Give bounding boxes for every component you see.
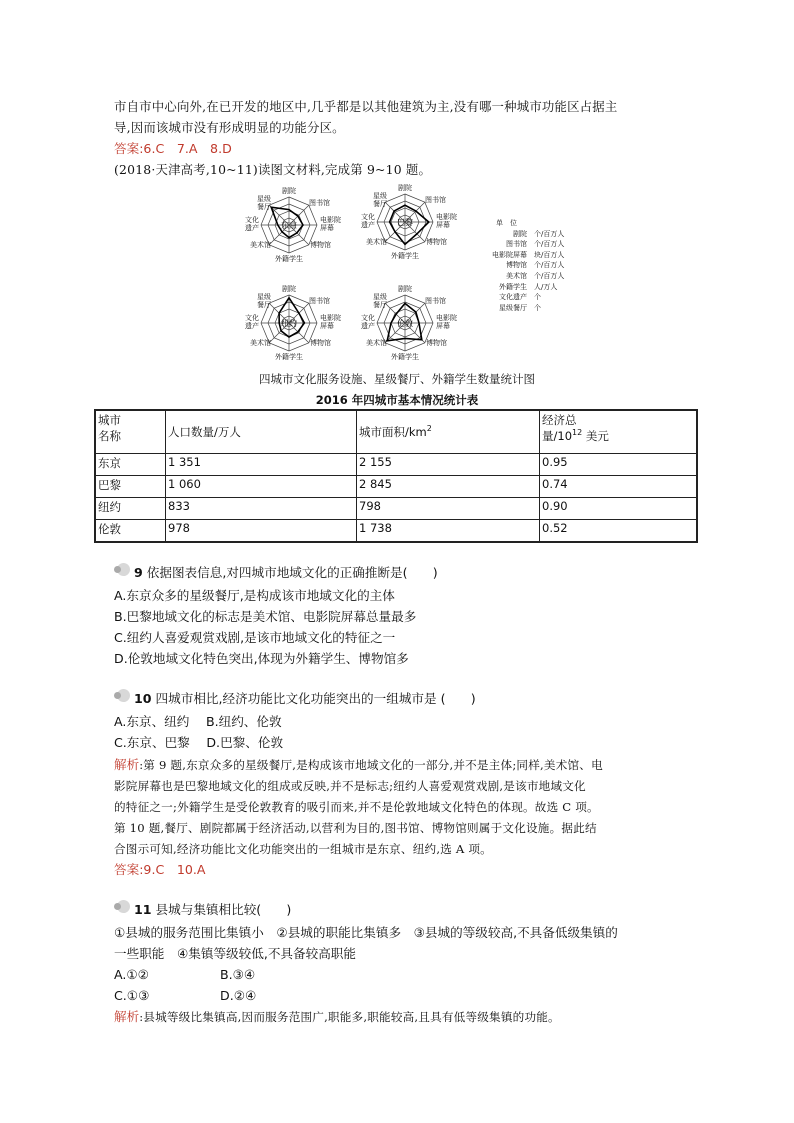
unit-row	[458, 260, 564, 271]
q9-option-b[interactable]: B.巴黎地域文化的标志是美术馆、电影院屏幕总量最多	[114, 609, 417, 624]
radar-axis-label: 屏幕	[320, 224, 334, 232]
units-legend	[458, 218, 564, 313]
answer-9-10: 答案:9.C 10.A	[114, 862, 206, 877]
radar-axis-label: 遗产	[245, 224, 259, 232]
radar-axis-label: 星级	[257, 195, 271, 203]
radar-axis-label: 星级	[373, 192, 387, 200]
cell-econ: 0.52	[540, 520, 698, 543]
unit-row	[458, 282, 564, 293]
radar-axis-label: 美术馆	[366, 339, 387, 347]
radar-axis-label: 图书馆	[425, 297, 446, 305]
radar-axis-label: 博物馆	[310, 339, 331, 347]
radar-axis-label: 屏幕	[436, 221, 450, 229]
cell-econ: 0.95	[540, 454, 698, 476]
radar-axis-label: 文化	[245, 216, 259, 224]
radar-axis-label: 遗产	[361, 322, 375, 330]
radar-axis-label: 博物馆	[310, 241, 331, 249]
cell-pop: 1 351	[166, 454, 357, 476]
radar-axis-label: 外籍学生	[391, 252, 419, 260]
radar-axis-label: 星级	[373, 293, 387, 301]
unit-row	[458, 303, 564, 314]
radar-axis-label: 星级	[257, 293, 271, 301]
radar-city-label: 伦敦	[397, 319, 413, 328]
q11-statements-1: ①县城的服务范围比集镇小 ②县城的职能比集镇多 ③县城的等级较高,不具备低级集镇的	[114, 925, 618, 940]
radar-axis-label: 餐厅	[373, 301, 387, 309]
unit-value: 个/百万人	[534, 229, 565, 238]
stats-table	[94, 409, 698, 543]
radar-city-label: 纽约	[281, 319, 297, 328]
cell-area: 2 845	[357, 476, 540, 498]
q9-option-c[interactable]: C.纽约人喜爱观赏戏剧,是该市地域文化的特征之一	[114, 630, 396, 645]
radar-axis-label: 博物馆	[426, 238, 447, 246]
radar-axis-label: 剧院	[398, 184, 412, 192]
radar-axis-label: 外籍学生	[391, 353, 419, 361]
radar-axis-label: 图书馆	[309, 199, 330, 207]
q9-option-a[interactable]: A.东京众多的星级餐厅,是构成该市地域文化的主体	[114, 588, 395, 603]
analysis-9-10-line-4: 第 10 题,餐厅、剧院都属于经济活动,以营利为目的,图书馆、博物馆则属于文化设施。据此结	[114, 821, 597, 835]
radar-axis-label: 剧院	[398, 285, 412, 293]
unit-value: 个	[534, 303, 541, 312]
radar-axis-label: 博物馆	[426, 339, 447, 347]
q11-statements-2: 一些职能 ④集镇等级较低,不具备较高职能	[114, 946, 356, 961]
unit-row	[458, 229, 564, 240]
table-row	[95, 454, 697, 476]
intro-line-1: 市自市中心向外,在已开发的地区中,几乎都是以其他建筑为主,没有哪一种城市功能区占据主	[114, 99, 618, 114]
radar-axis-label: 美术馆	[250, 241, 271, 249]
radar-axis-label: 剧院	[282, 285, 296, 293]
radar-axis-label: 电影院	[320, 216, 341, 224]
answer-6-8: 答案:6.C 7.A 8.D	[114, 141, 232, 156]
unit-name: 剧院	[513, 229, 527, 238]
radar-axis-label: 美术馆	[250, 339, 271, 347]
q10-options-ab[interactable]: A.东京、纽约 B.纽约、伦敦	[114, 714, 282, 729]
table-header-row	[95, 410, 697, 454]
question-icon	[117, 563, 130, 576]
radar-axis-label: 图书馆	[425, 196, 446, 204]
unit-value: 个/百万人	[534, 261, 565, 270]
question-icon	[117, 689, 130, 702]
radar-axis-label: 图书馆	[309, 297, 330, 305]
unit-name: 博物馆	[506, 261, 527, 270]
cell-area: 1 738	[357, 520, 540, 543]
radar-axis-label: 电影院	[320, 314, 341, 322]
cell-pop: 978	[166, 520, 357, 543]
cell-econ: 0.74	[540, 476, 698, 498]
question-10-title: 10 四城市相比,经济功能比文化功能突出的一组城市是 ( )	[134, 691, 476, 706]
radar-axis-label: 遗产	[361, 221, 375, 229]
radar-axis-label: 电影院	[436, 314, 457, 322]
cell-city: 东京	[95, 454, 166, 476]
analysis-9-10-line-5: 合图示可知,经济功能比文化功能突出的一组城市是东京、纽约,选 A 项。	[114, 842, 492, 856]
radar-axis-label: 文化	[361, 314, 375, 322]
q11-option-c[interactable]: C.①③	[114, 988, 150, 1003]
unit-row	[458, 250, 564, 261]
table-title: 2016 年四城市基本情况统计表	[315, 393, 479, 407]
radar-city-label: 东京	[281, 221, 297, 230]
cell-city: 巴黎	[95, 476, 166, 498]
table-row	[95, 520, 697, 543]
radar-axis-label: 外籍学生	[275, 353, 303, 361]
radar-axis-label: 美术馆	[366, 238, 387, 246]
q10-options-cd[interactable]: C.东京、巴黎 D.巴黎、伦敦	[114, 735, 284, 750]
unit-value: 个/百万人	[534, 240, 565, 249]
cell-area: 2 155	[357, 454, 540, 476]
intro-line-2: 导,因而该城市没有形成明显的功能分区。	[114, 120, 345, 135]
radar-axis-label: 餐厅	[257, 301, 271, 309]
q9-option-d[interactable]: D.伦敦地域文化特色突出,体现为外籍学生、博物馆多	[114, 651, 409, 666]
cell-city: 伦敦	[95, 520, 166, 543]
cell-pop: 833	[166, 498, 357, 520]
header-area: 城市面积$/km^2$	[357, 410, 540, 454]
analysis-9-10-line-2: 影院屏幕也是巴黎地域文化的组成或反映,并不是标志;纽约人喜爱观赏戏剧,是该市地域文化	[114, 779, 586, 793]
unit-row	[458, 292, 564, 303]
radar-axis-label: 外籍学生	[275, 255, 303, 263]
cell-area: 798	[357, 498, 540, 520]
unit-value: 人/万人	[534, 282, 558, 291]
unit-name: 外籍学生	[499, 282, 527, 291]
unit-value: 个/百万人	[534, 271, 565, 280]
unit-name: 电影院屏幕	[492, 250, 527, 259]
q11-option-b[interactable]: B.③④	[220, 967, 256, 982]
radar-city-label: 巴黎	[397, 218, 413, 227]
radar-axis-label: 文化	[245, 314, 259, 322]
unit-name: 文化遗产	[499, 293, 527, 302]
analysis-9-10-line-1: 解析:第 9 题,东京众多的星级餐厅,是构成该市地域文化的一部分,并不是主体;同样,美术馆、电	[114, 757, 603, 772]
header-economy: 经济总 量$/10^{12}$ 美元	[540, 410, 698, 454]
cell-econ: 0.90	[540, 498, 698, 520]
radar-axis-label: 屏幕	[320, 322, 334, 330]
cell-pop: 1 060	[166, 476, 357, 498]
unit-row	[458, 271, 564, 282]
radar-axis-label: 屏幕	[436, 322, 450, 330]
unit-value: 块/百万人	[534, 250, 565, 259]
unit-row	[458, 239, 564, 250]
unit-name: 星级餐厅	[499, 303, 527, 312]
question-9-title: 9 依据图表信息,对四城市地域文化的正确推断是( )	[134, 565, 438, 580]
table-row	[95, 498, 697, 520]
analysis-11: 解析:县城等级比集镇高,因而服务范围广,职能多,职能较高,且具有低等级集镇的功能。	[114, 1009, 560, 1024]
cell-city: 纽约	[95, 498, 166, 520]
source-note: (2018·天津高考,10~11)读图文材料,完成第 9~10 题。	[114, 162, 432, 177]
units-title: 单 位	[496, 219, 517, 227]
analysis-9-10-line-3: 的特征之一;外籍学生是受伦敦教育的吸引而来,并不是伦敦地域文化特色的体现。故选 C 项。	[114, 800, 599, 814]
question-icon	[117, 900, 130, 913]
q11-option-a[interactable]: A.①②	[114, 967, 149, 982]
unit-name: 图书馆	[506, 240, 527, 249]
header-city: 城市 名称	[95, 410, 166, 454]
header-population: 人口数量/万人	[166, 410, 357, 454]
table-row	[95, 476, 697, 498]
radar-axis-label: 剧院	[282, 187, 296, 195]
unit-name: 美术馆	[506, 271, 527, 280]
radar-axis-label: 电影院	[436, 213, 457, 221]
radar-axis-label: 文化	[361, 213, 375, 221]
radar-axis-label: 餐厅	[373, 200, 387, 208]
radar-chart	[0, 0, 794, 400]
radar-axis-label: 餐厅	[257, 203, 271, 211]
figure-caption: 四城市文化服务设施、星级餐厅、外籍学生数量统计图	[259, 372, 535, 386]
q11-option-d[interactable]: D.②④	[220, 988, 257, 1003]
unit-value: 个	[534, 293, 541, 302]
radar-axis-label: 遗产	[245, 322, 259, 330]
question-11-title: 11 县城与集镇相比较( )	[134, 902, 292, 917]
